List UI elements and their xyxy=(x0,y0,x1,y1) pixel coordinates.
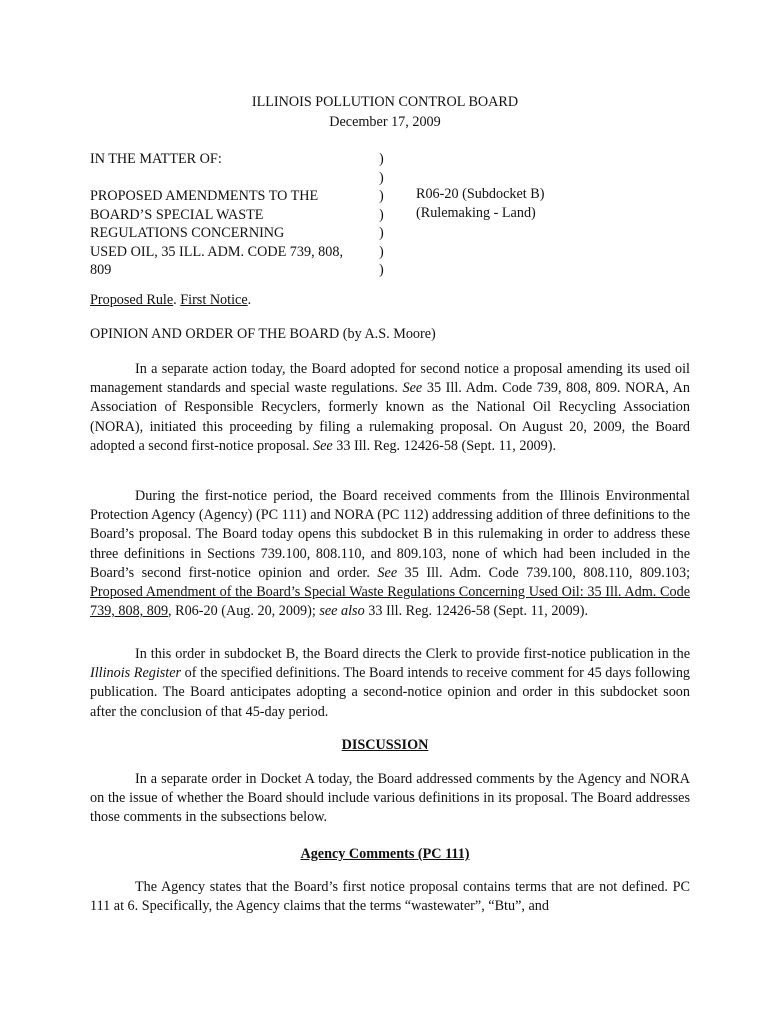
caption-paren: ) xyxy=(379,206,384,223)
case-caption xyxy=(90,150,343,280)
docket-number: R06-20 (Subdocket B) xyxy=(416,186,545,202)
paragraph-text: of the specified definitions. The Board intends to receive comment for 45 days following publication. The Board anticipates adopting a second-notice opinion and order in this subdocket soon after the conclusion of that 45-day period. xyxy=(90,665,691,720)
paragraph-text: In this order in subdocket B, the Board directs the Clerk to provide first-notice publication in the xyxy=(135,646,690,662)
paragraph-3 xyxy=(90,645,690,722)
paragraph-4: In a separate order in Docket A today, the Board addressed comments by the Agency and NORA on the issue of whether the Board should include various definitions in its proposal. The Board addresses those comments in the subsections below. xyxy=(90,771,690,826)
opinion-heading: OPINION AND ORDER OF THE BOARD (by A.S. Moore) xyxy=(90,326,436,342)
citation-signal: See xyxy=(313,437,333,454)
docket-type: (Rulemaking - Land) xyxy=(416,204,536,221)
first-notice-label: First Notice xyxy=(180,292,248,308)
caption-paren: ) xyxy=(379,151,384,167)
notice-separator: . xyxy=(173,292,181,308)
notice-end: . xyxy=(247,292,252,308)
caption-title-line: 809 xyxy=(90,262,112,278)
caption-title-line: BOARD’S SPECIAL WASTE xyxy=(90,206,264,223)
paragraph-text: 35 Ill. Adm. Code 739, 808, 809. NORA, An Association of Responsible Recyclers, formerly known as the National Oil Recycling Association (NORA), initiated this proceeding by filing a rulemaking proposal. On August 20, 2009, the Board adopted a second first-notice proposal. xyxy=(90,380,690,454)
document-date: December 17, 2009 xyxy=(329,114,441,130)
paragraph-text: 33 Ill. Reg. 12426-58 (Sept. 11, 2009). xyxy=(332,437,557,454)
paragraph-1 xyxy=(90,360,690,456)
paragraph-text: During the first-notice period, the Board received comments from the Illinois Environmental Protection Agency (Agency) (PC 111) and NORA (PC 112) addressing addition of three definitions to the Board’s proposal. The Board today opens this subdocket B in this rulemaking in order to address these three definitions in Sections 739.100, 808.110, and 809.103, none of which had been included in the Board’s second first-notice opinion and order. xyxy=(90,488,690,581)
caption-paren: ) xyxy=(379,169,384,186)
paragraph-2 xyxy=(90,487,690,621)
paragraph-text: , R06-20 (Aug. 20, 2009); xyxy=(168,603,320,620)
paragraph-5: The Agency states that the Board’s first notice proposal contains terms that are not defined. PC 111 at 6. Specifically, the Agency claims that the terms “wastewater”, “Btu”, and xyxy=(90,879,690,915)
caption-title-line: REGULATIONS CONCERNING xyxy=(90,225,285,241)
docket-info xyxy=(416,185,544,222)
caption-paren: ) xyxy=(379,243,384,260)
notice-line xyxy=(90,291,251,310)
caption-paren: ) xyxy=(379,262,384,278)
agency-comments-heading: Agency Comments (PC 111) xyxy=(300,846,470,862)
case-citation: Proposed Amendment of the Board’s Special Waste Regulations Concerning Used Oil: 35 Ill. Adm. Code 739, 808, 809 xyxy=(90,584,690,620)
agency-title: ILLINOIS POLLUTION CONTROL BOARD xyxy=(251,94,519,110)
citation-signal: See xyxy=(402,380,423,397)
caption-title-line: PROPOSED AMENDMENTS TO THE xyxy=(90,188,319,204)
paragraph-text: 35 Ill. Adm. Code 739.100, 808.110, 809.103; xyxy=(397,564,691,581)
caption-paren: ) xyxy=(379,225,384,241)
citation-signal: see also xyxy=(319,603,365,620)
paragraph-text: 33 Ill. Reg. 12426-58 (Sept. 11, 2009). xyxy=(364,603,588,620)
caption-title-line: USED OIL, 35 ILL. ADM. CODE 739, 808, xyxy=(90,243,343,260)
discussion-heading: DISCUSSION xyxy=(341,737,429,753)
publication-title: Illinois Register xyxy=(90,665,182,682)
proposed-rule-label: Proposed Rule xyxy=(90,292,174,308)
caption-parentheses xyxy=(379,150,384,280)
matter-of-label: IN THE MATTER OF: xyxy=(90,151,222,167)
caption-paren: ) xyxy=(379,188,384,204)
paragraph-text: In a separate action today, the Board adopted for second notice a proposal amending its used oil management standards and special waste regulations. xyxy=(90,361,690,397)
citation-signal: See xyxy=(377,564,398,581)
caption-spacer xyxy=(90,169,343,188)
